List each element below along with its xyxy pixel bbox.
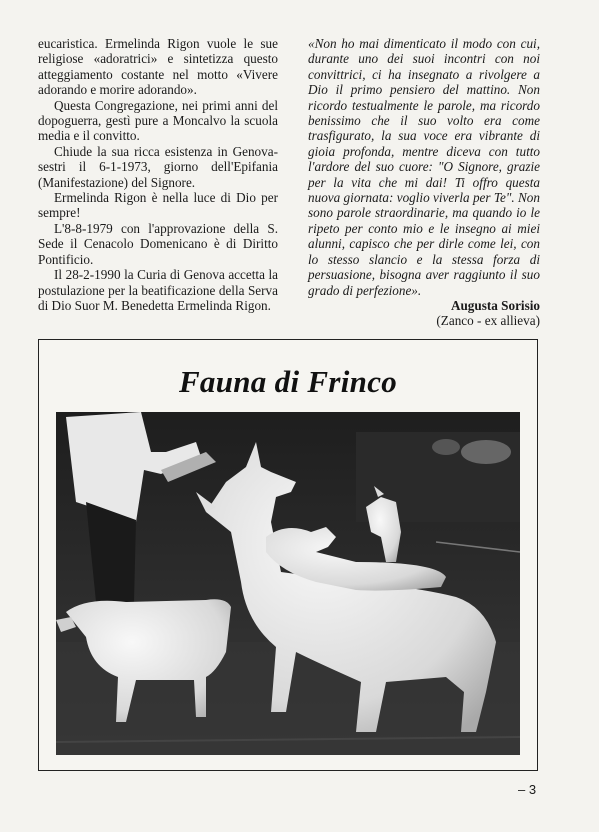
testimony-quote: «Non ho mai dimenticato il modo con cui, durante uno dei suoi incontri con noi convittrici, ci ha insegnato a rivolgere a Dio il primo pensiero del mattino. Non ricordo testualmente le parole, ma ricordo benissimo che il suo volto era come trasfigurato, la sua voce era vibrante di gioia profonda, mentre diceva con tutto l'ardore del suo cuore: "O Signore, grazie per la vita che mi dai! Ti offro questa nuova giornata: voglio viverla per Te". Non sono parole straordinarie, ma quando io le ripeto per conto mio e le insegno ai miei alunni, capisco che per dirle come lei, con lo stesso slancio e la stessa forza di persuasione, bisogna aver raggiunto il suo grado di perfezione». (308, 36, 540, 298)
paragraph: L'8-8-1979 con l'approvazione della S. Sede il Cenacolo Domenicano è di Diritto Pontificio. (38, 220, 278, 267)
quote-author: Augusta Sorisio (450, 297, 540, 313)
quote-author-note: (Zanco - ex allieva) (436, 313, 540, 329)
left-text-column (38, 36, 278, 313)
goats-photo (56, 412, 520, 755)
paragraph: eucaristica. Ermelinda Rigon vuole le sue religiose «adoratrici» e sintetizza questo atteggiamento costante nel motto «Vivere adorando e morire adorando». (38, 36, 278, 98)
photo-title: Fauna di Frinco (178, 364, 398, 399)
right-text-column (308, 36, 540, 329)
paragraph: Chiude la sua ricca esistenza in Genova-sestri il 6-1-1973, giorno dell'Epifania (Manifestazione) del Signore. (38, 143, 278, 190)
paragraph: Questa Congregazione, nei primi anni del dopoguerra, gestì pure a Moncalvo la scuola media e il convitto. (38, 97, 278, 144)
page-number: – 3 (518, 782, 537, 797)
photo-box (38, 339, 538, 771)
paragraph: Il 28-2-1990 la Curia di Genova accetta la postulazione per la beatificazione della Serva di Dio Suor M. Benedetta Ermelinda Rigon. (38, 267, 278, 313)
paragraph: Ermelinda Rigon è nella luce di Dio per sempre! (38, 190, 278, 221)
